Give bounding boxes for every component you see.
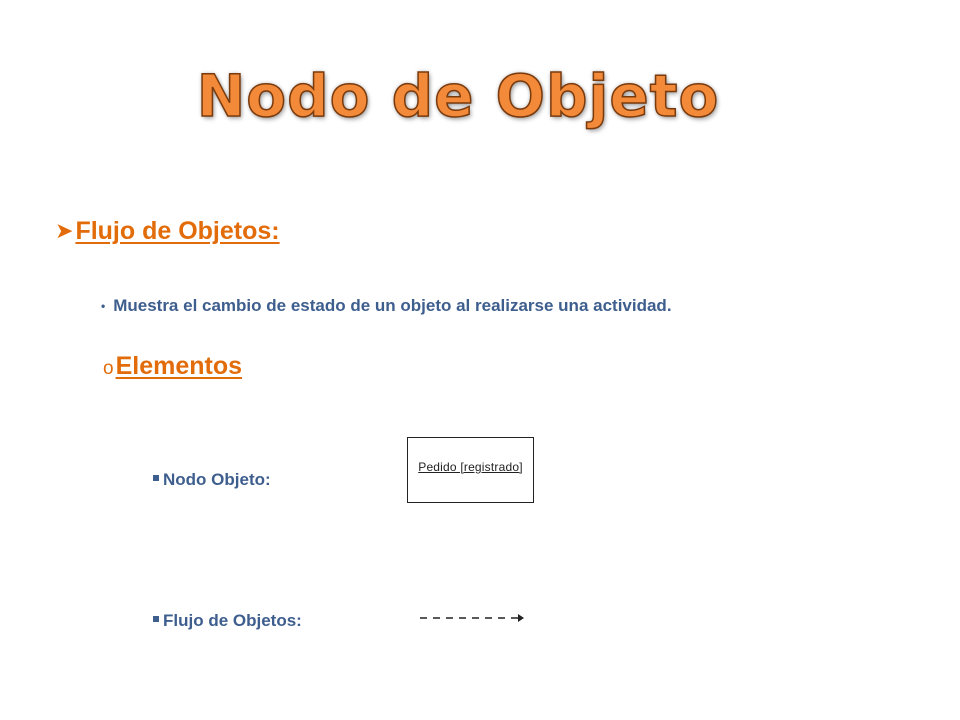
- dashed-arrow-icon: [418, 610, 528, 626]
- square-bullet-icon: [153, 475, 159, 481]
- description-bullet: [101, 296, 672, 316]
- description-text: Muestra el cambio de estado de un objeto al realizarse una actividad.: [113, 296, 672, 315]
- slide-title: Nodo de Objeto: [196, 62, 720, 130]
- flujo-objetos-label: Flujo de Objetos:: [163, 611, 302, 630]
- elementos-subheading: [103, 352, 242, 381]
- flujo-objetos-heading: [55, 217, 280, 246]
- nodo-objeto-label: Nodo Objeto:: [163, 470, 271, 489]
- arrow-bullet-icon: ➤: [55, 217, 74, 243]
- elementos-subheading-label: Elementos: [115, 352, 243, 380]
- object-node-example-text: Pedido [registrado]: [418, 460, 523, 474]
- dot-bullet-icon: •: [101, 299, 106, 313]
- flujo-objetos-item: [153, 611, 302, 631]
- circle-bullet-icon: o: [103, 358, 114, 379]
- flujo-objetos-heading-label: Flujo de Objetos:: [75, 217, 280, 245]
- square-bullet-icon: [153, 616, 159, 622]
- nodo-objeto-item: [153, 470, 271, 490]
- object-node-example: [407, 437, 534, 503]
